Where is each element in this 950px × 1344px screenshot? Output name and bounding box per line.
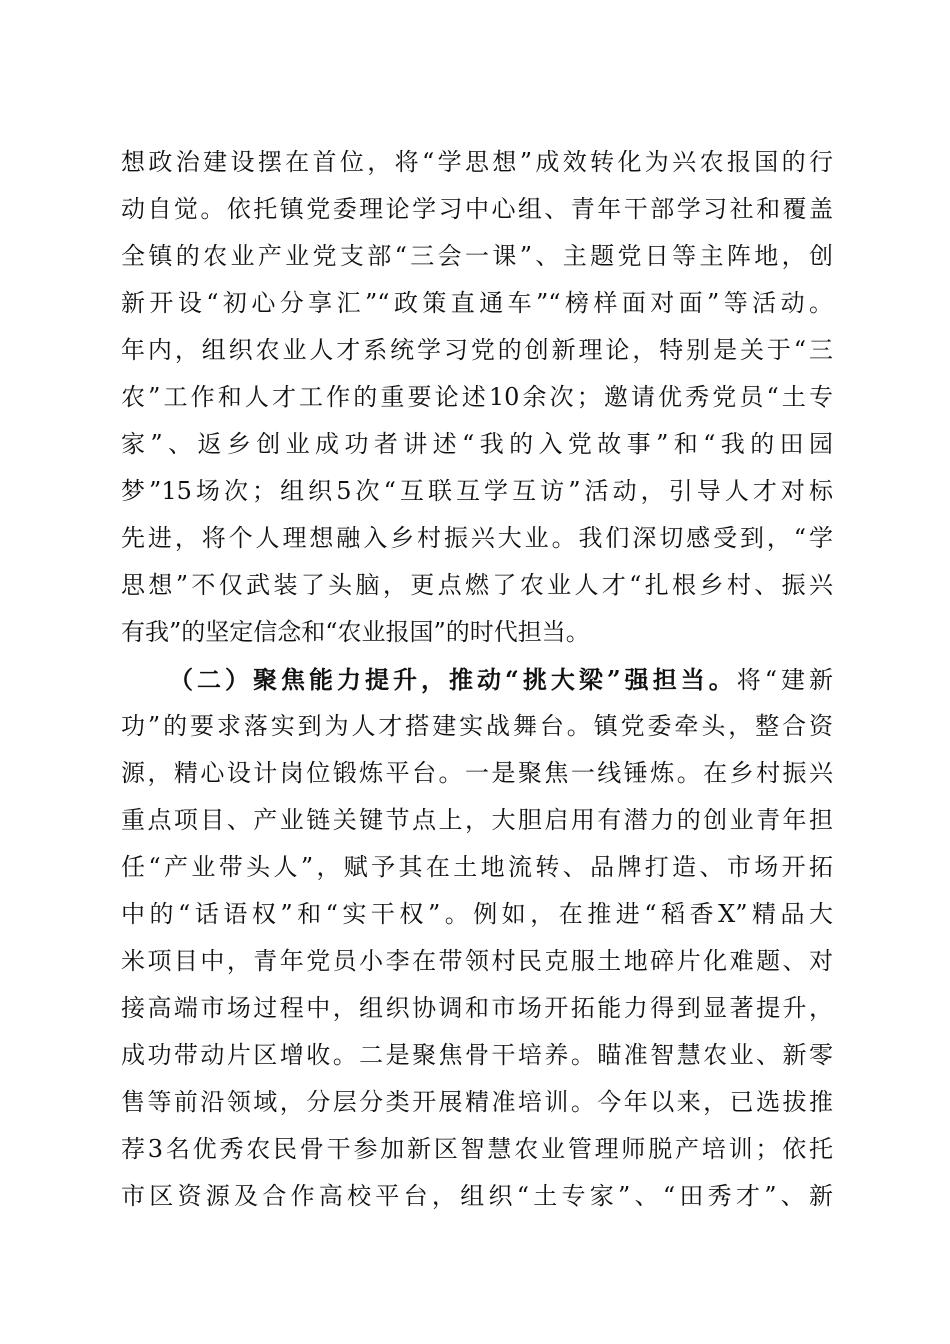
text-line: 成功带动片区增收。二是聚焦骨干培养。瞄准智慧农业、新零	[121, 1041, 833, 1069]
text-line: 新开设“初心分享汇”“政策直通车”“榜样面对面”等活动。	[121, 289, 833, 317]
text-line: 梦”15场次；组织5次“互联互学互访”活动，引导人才对标	[121, 477, 833, 505]
text-line: 米项目中，青年党员小李在带领村民克服土地碎片化难题、对	[121, 947, 833, 975]
section-heading: （二）聚焦能力提升，推动“挑大梁”强担当。	[169, 665, 737, 694]
text-line: 想政治建设摆在首位，将“学思想”成效转化为兴农报国的行	[121, 148, 833, 176]
text-line: 源，精心设计岗位锻炼平台。一是聚焦一线锤炼。在乡村振兴	[121, 759, 833, 787]
text-line: 市区资源及合作高校平台，组织“土专家”、“田秀才”、新	[121, 1182, 833, 1210]
text-line: 荐3名优秀农民骨干参加新区智慧农业管理师脱产培训；依托	[121, 1135, 833, 1163]
section-first-line	[121, 656, 833, 703]
document-body	[121, 139, 833, 1220]
text-line: 年内，组织农业人才系统学习党的创新理论，特别是关于“三	[121, 336, 833, 364]
text-line: 农”工作和人才工作的重要论述10余次；邀请优秀党员“土专	[121, 383, 833, 411]
text-line: 重点项目、产业链关键节点上，大胆启用有潜力的创业青年担	[121, 806, 833, 834]
text-line: 思想”不仅武装了头脑，更点燃了农业人才“扎根乡村、振兴	[121, 571, 833, 599]
text-line: 功”的要求落实到为人才搭建实战舞台。镇党委牵头，整合资	[121, 712, 833, 740]
text-line: 任“产业带头人”，赋予其在土地流转、品牌打造、市场开拓	[121, 853, 833, 881]
text-line: 接高端市场过程中，组织协调和市场开拓能力得到显著提升，	[121, 994, 833, 1022]
text-line: 售等前沿领域，分层分类开展精准培训。今年以来，已选拔推	[121, 1088, 833, 1116]
text-line: 有我”的坚定信念和“农业报国”的时代担当。	[121, 618, 590, 646]
text-line: 家”、返乡创业成功者讲述“我的入党故事”和“我的田园	[121, 430, 833, 458]
section-first-line-rest: 将“建新	[736, 666, 833, 694]
text-line: 中的“话语权”和“实干权”。例如，在推进“稻香X”精品大	[121, 900, 833, 928]
text-line: 全镇的农业产业党支部“三会一课”、主题党日等主阵地，创	[121, 242, 833, 270]
text-line: 先进，将个人理想融入乡村振兴大业。我们深切感受到，“学	[121, 524, 833, 552]
text-line: 动自觉。依托镇党委理论学习中心组、青年干部学习社和覆盖	[121, 195, 833, 223]
